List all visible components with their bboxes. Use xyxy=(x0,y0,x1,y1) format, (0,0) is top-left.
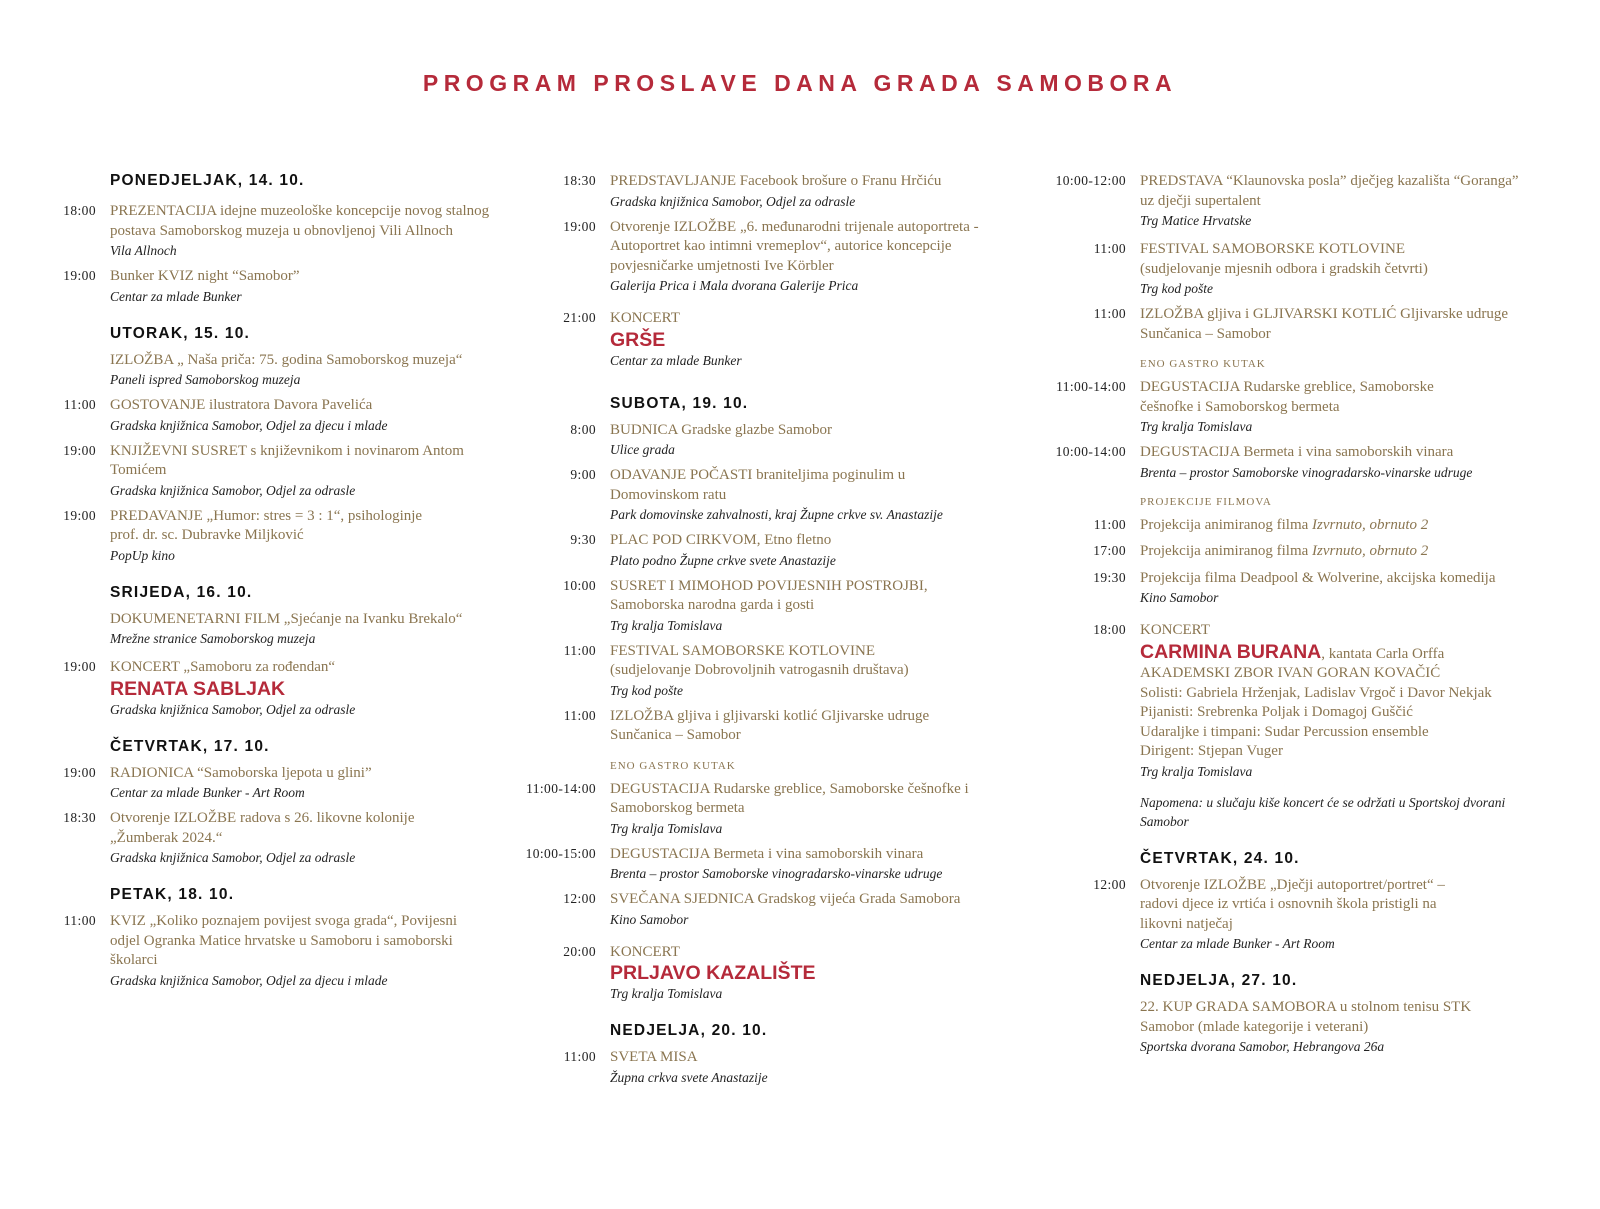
event-venue: Plato podno Župne crkve svete Anastazije xyxy=(610,552,836,568)
event-venue: Trg kod pošte xyxy=(1140,281,1214,296)
event-item xyxy=(510,531,1020,570)
event-item xyxy=(510,421,1020,460)
event-time: 19:00 xyxy=(63,268,96,283)
day-heading: PONEDJELJAK, 14. 10. xyxy=(110,172,305,189)
event-item xyxy=(1040,240,1585,298)
event-description: PREZENTACIJA idejne muzeološke koncepcije novog stalnog postava Samoborskog muzeja u obnovljenoj Vili Allnoch xyxy=(110,203,490,239)
event-venue: Trg kralja Tomislava xyxy=(610,820,723,836)
event-item xyxy=(1040,569,1585,608)
event-venue: Gradska knjižnica Samobor, Odjel za djecu i mlade xyxy=(110,972,388,988)
column-middle xyxy=(510,172,1020,1094)
event-description: KVIZ „Koliko poznajem povijest svoga grada“, Povijesni odjel Ogranka Matice hrvatske u Samoboru i samoborski školarci xyxy=(110,913,458,968)
event-description: ODAVANJE POČASTI braniteljima poginulim u Domovinskom ratu xyxy=(610,467,906,503)
event-venue: Park domovinske zahvalnosti, kraj Župne crkve sv. Anastazije xyxy=(610,507,943,522)
event-description: FESTIVAL SAMOBORSKE KOTLOVINE (sudjelovanje Dobrovoljnih vatrogasnih društava) xyxy=(610,642,909,678)
event-time: 19:30 xyxy=(1093,569,1126,585)
film-title: Izvrnuto, obrnuto 2 xyxy=(1312,516,1429,533)
film-title: Izvrnuto, obrnuto 2 xyxy=(1312,543,1429,559)
event-venue: Centar za mlade Bunker - Art Room xyxy=(1140,936,1335,951)
event-time: 11:00 xyxy=(63,397,96,412)
event-description: DEGUSTACIJA Rudarske greblice, Samoborske češnofke i Samoborskog bermeta xyxy=(1140,379,1434,415)
event-item xyxy=(510,172,1020,211)
event-time: 19:00 xyxy=(63,442,96,458)
event-description: KNJIŽEVNI SUSRET s književnikom i novinarom Antom Tomićem xyxy=(110,442,464,478)
event-venue: Vila Allnoch xyxy=(110,243,177,258)
day-heading: SUBOTA, 19. 10. xyxy=(610,394,749,412)
event-description: GOSTOVANJE ilustratora Davora Pavelića xyxy=(110,397,373,413)
event-description: PREDAVANJE „Humor: stres = 3 : 1“, psihologinje prof. dr. sc. Dubravke Miljković xyxy=(110,507,423,543)
event-description: Otvorenje IZLOŽBE „Dječji autoportret/portret“ – radovi djece iz vrtića i osnovnih škola pristigli na likovni natječaj xyxy=(1140,876,1445,932)
event-description: SVETA MISA xyxy=(610,1049,698,1065)
event-time: 19:00 xyxy=(563,218,596,234)
event-description-text: Projekcija animiranog filma xyxy=(1140,543,1313,559)
event-item xyxy=(1040,378,1585,436)
performer-name: PRLJAVO KAZALIŠTE xyxy=(610,962,816,984)
event-item xyxy=(52,764,522,803)
event-time: 8:00 xyxy=(570,421,596,437)
event-venue: Trg Matice Hrvatske xyxy=(1140,213,1252,228)
event-description: IZLOŽBA „ Naša priča: 75. godina Samoborskog muzeja“ xyxy=(110,351,463,368)
event-venue: Centar za mlade Bunker xyxy=(110,288,242,304)
event-description: FESTIVAL SAMOBORSKE KOTLOVINE (sudjelovanje mjesnih odbora i gradskih četvrti) xyxy=(1140,241,1428,277)
event-item xyxy=(52,507,522,565)
rain-note: Napomena: u slučaju kiše koncert će se održati u Sportskoj dvorani Samobor xyxy=(1140,794,1506,829)
event-item xyxy=(1040,998,1585,1056)
event-venue: Centar za mlade Bunker xyxy=(610,352,742,368)
event-venue: Sportska dvorana Samobor, Hebrangova 26a xyxy=(1140,1039,1385,1054)
event-time: 19:00 xyxy=(63,764,96,780)
event-time: 11:00 xyxy=(563,1049,596,1064)
event-venue: Gradska knjižnica Samobor, Odjel za odrasle xyxy=(610,193,856,209)
day-heading: SRIJEDA, 16. 10. xyxy=(110,583,253,601)
event-description: Bunker KVIZ night “Samobor” xyxy=(110,268,300,284)
event-item xyxy=(52,351,522,390)
event-description: KONCERT „Samoboru za rođendan“ xyxy=(110,659,336,675)
event-item xyxy=(52,442,522,500)
day-heading: ČETVRTAK, 17. 10. xyxy=(110,737,270,755)
event-time: 18:30 xyxy=(563,173,596,188)
event-description: DEGUSTACIJA Bermeta i vina samoborskih vinara xyxy=(1140,444,1454,460)
column-left xyxy=(52,172,522,997)
performer-name: CARMINA BURANA xyxy=(1140,640,1322,663)
event-time: 17:00 xyxy=(1093,543,1126,558)
event-item xyxy=(52,912,522,990)
day-heading: NEDJELJA, 27. 10. xyxy=(1140,972,1298,989)
performer-name: RENATA SABLJAK xyxy=(110,677,286,700)
event-item xyxy=(510,943,1020,1004)
event-item xyxy=(1040,876,1585,954)
concert-detail: Pijanisti: Srebrenka Poljak i Domagoj Guščić xyxy=(1140,704,1413,720)
event-item xyxy=(510,890,1020,929)
event-time: 10:00-15:00 xyxy=(525,845,596,861)
event-item xyxy=(510,1048,1020,1087)
event-item xyxy=(510,780,1020,838)
event-time: 11:00 xyxy=(1093,241,1126,256)
event-time: 10:00-12:00 xyxy=(1055,173,1126,188)
event-description: Otvorenje IZLOŽBE „6. međunarodni trijenale autoportreta - Autoportret kao intimni vremeplov“, autorice koncepcije povjesničarke umjetnosti Ive Körbler xyxy=(610,218,979,274)
event-description: PREDSTAVA “Klaunovska posla” dječjeg kazališta “Goranga” uz dječji supertalent xyxy=(1140,173,1519,209)
event-item xyxy=(1040,172,1585,230)
concert-detail: Solisti: Gabriela Hrženjak, Ladislav Vrgoč i Davor Nekjak xyxy=(1140,684,1492,701)
event-venue: Kino Samobor xyxy=(610,911,689,927)
event-description: BUDNICA Gradske glazbe Samobor xyxy=(610,421,833,438)
event-time: 9:30 xyxy=(570,532,596,547)
event-item xyxy=(52,202,522,260)
event-item xyxy=(510,466,1020,524)
event-time: 11:00-14:00 xyxy=(1056,379,1126,394)
event-item xyxy=(1040,542,1585,562)
event-venue: Centar za mlade Bunker - Art Room xyxy=(110,785,305,800)
section-label: ENO GASTRO KUTAK xyxy=(1140,358,1266,370)
concert-detail: Dirigent: Stjepan Vuger xyxy=(1140,743,1283,759)
event-description: IZLOŽBA gljiva i gljivarski kotlić Gljivarske udruge Sunčanica – Samobor xyxy=(610,707,930,743)
event-item xyxy=(510,577,1020,635)
event-item xyxy=(510,218,1020,296)
event-item xyxy=(510,642,1020,700)
event-venue: Trg kralja Tomislava xyxy=(1140,763,1253,779)
event-venue: Brenta – prostor Samoborske vinogradarsko-vinarske udruge xyxy=(610,866,943,881)
event-description: PREDSTAVLJANJE Facebook brošure o Franu Hrčiću xyxy=(610,173,942,189)
event-time: 20:00 xyxy=(563,943,596,959)
event-time: 19:00 xyxy=(63,507,96,523)
event-venue: Mrežne stranice Samoborskog muzeja xyxy=(110,631,316,646)
event-time: 11:00 xyxy=(563,642,596,658)
event-description: DEGUSTACIJA Bermeta i vina samoborskih vinara xyxy=(610,845,924,862)
event-description: SUSRET I MIMOHOD POVIJESNIH POSTROJBI, Samoborska narodna garda i gosti xyxy=(610,577,928,613)
event-venue: Trg kod pošte xyxy=(610,682,684,698)
event-venue: Trg kralja Tomislava xyxy=(610,617,723,633)
event-time: 11:00-14:00 xyxy=(526,780,596,796)
event-item xyxy=(52,809,522,867)
event-item xyxy=(1040,443,1585,482)
event-venue: Trg kralja Tomislava xyxy=(1140,419,1253,434)
concert-detail: AKADEMSKI ZBOR IVAN GORAN KOVAČIĆ xyxy=(1140,665,1441,681)
event-description: DEGUSTACIJA Rudarske greblice, Samoborske češnofke i Samoborskog bermeta xyxy=(610,780,969,816)
event-time: 10:00-14:00 xyxy=(1055,444,1126,459)
event-venue: Galerija Prica i Mala dvorana Galerije Prica xyxy=(610,278,859,293)
event-description: Otvorenje IZLOŽBE radova s 26. likovne kolonije „Žumberak 2024.“ xyxy=(110,810,415,846)
page-title: PROGRAM PROSLAVE DANA GRADA SAMOBORA xyxy=(422,70,1178,96)
event-time: 11:00 xyxy=(1093,306,1126,321)
day-heading: NEDJELJA, 20. 10. xyxy=(610,1022,768,1039)
event-description: PLAC POD CIRKVOM, Etno fletno xyxy=(610,532,832,548)
event-item xyxy=(510,707,1020,746)
event-item xyxy=(52,610,522,649)
event-time: 9:00 xyxy=(570,467,596,482)
event-time: 11:00 xyxy=(563,707,596,723)
event-item xyxy=(52,267,522,306)
event-item xyxy=(52,658,522,719)
event-item xyxy=(1040,621,1585,781)
event-time: 18:30 xyxy=(63,810,96,825)
event-description: SVEČANA SJEDNICA Gradskog vijeća Grada Samobora xyxy=(610,891,961,907)
event-item xyxy=(510,309,1020,370)
event-venue: Gradska knjižnica Samobor, Odjel za odrasle xyxy=(110,701,356,717)
event-description: RADIONICA “Samoborska ljepota u glini” xyxy=(110,764,372,781)
concert-detail: Udaraljke i timpani: Sudar Percussion ensemble xyxy=(1140,723,1429,740)
event-description: Projekcija filma Deadpool & Wolverine, akcijska komedija xyxy=(1140,569,1496,586)
event-venue: Gradska knjižnica Samobor, Odjel za odrasle xyxy=(110,850,356,865)
event-description-text: Projekcija animiranog filma xyxy=(1140,516,1313,533)
event-time: 12:00 xyxy=(563,891,596,906)
section-label: PROJEKCIJE FILMOVA xyxy=(1140,495,1272,508)
event-description: IZLOŽBA gljiva i GLJIVARSKI KOTLIĆ Gljivarske udruge Sunčanica – Samobor xyxy=(1140,306,1509,342)
event-description: KONCERT xyxy=(1140,622,1210,638)
event-venue: PopUp kino xyxy=(110,547,175,563)
event-description xyxy=(1140,516,1585,536)
event-time: 18:00 xyxy=(1093,622,1126,637)
day-heading: UTORAK, 15. 10. xyxy=(110,324,251,342)
event-item xyxy=(1040,305,1585,344)
column-right xyxy=(1040,172,1585,1063)
event-time: 21:00 xyxy=(563,310,596,325)
event-venue: Paneli ispred Samoborskog muzeja xyxy=(110,372,301,387)
event-venue: Brenta – prostor Samoborske vinogradarsko-vinarske udruge xyxy=(1140,464,1473,480)
day-heading: ČETVRTAK, 24. 10. xyxy=(1140,849,1300,867)
event-item xyxy=(52,396,522,435)
event-time: 11:00 xyxy=(63,913,96,928)
event-time: 19:00 xyxy=(63,659,96,674)
event-description-tail: , kantata Carla Orffa xyxy=(1321,645,1445,662)
event-time: 18:00 xyxy=(63,203,96,218)
day-heading: PETAK, 18. 10. xyxy=(110,886,235,903)
event-description: DOKUMENETARNI FILM „Sjećanje na Ivanku Brekalo“ xyxy=(110,610,463,627)
event-venue: Gradska knjižnica Samobor, Odjel za djecu i mlade xyxy=(110,417,388,433)
event-venue: Župna crkva svete Anastazije xyxy=(610,1069,768,1085)
event-item xyxy=(1040,516,1585,536)
event-description xyxy=(1140,542,1585,562)
event-venue: Ulice grada xyxy=(610,442,675,457)
event-description: 22. KUP GRADA SAMOBORA u stolnom tenisu STK Samobor (mlade kategorije i veterani) xyxy=(1140,999,1472,1035)
section-label: ENO GASTRO KUTAK xyxy=(610,759,736,772)
event-time: 12:00 xyxy=(1093,876,1126,892)
event-description: KONCERT xyxy=(610,943,680,960)
event-time: 11:00 xyxy=(1093,516,1126,532)
event-venue: Trg kralja Tomislava xyxy=(610,986,723,1001)
event-description: KONCERT xyxy=(610,310,680,326)
performer-name: GRŠE xyxy=(610,328,666,351)
event-time: 10:00 xyxy=(563,577,596,593)
event-venue: Kino Samobor xyxy=(1140,590,1219,605)
event-item xyxy=(510,845,1020,884)
event-venue: Gradska knjižnica Samobor, Odjel za odrasle xyxy=(110,482,356,498)
